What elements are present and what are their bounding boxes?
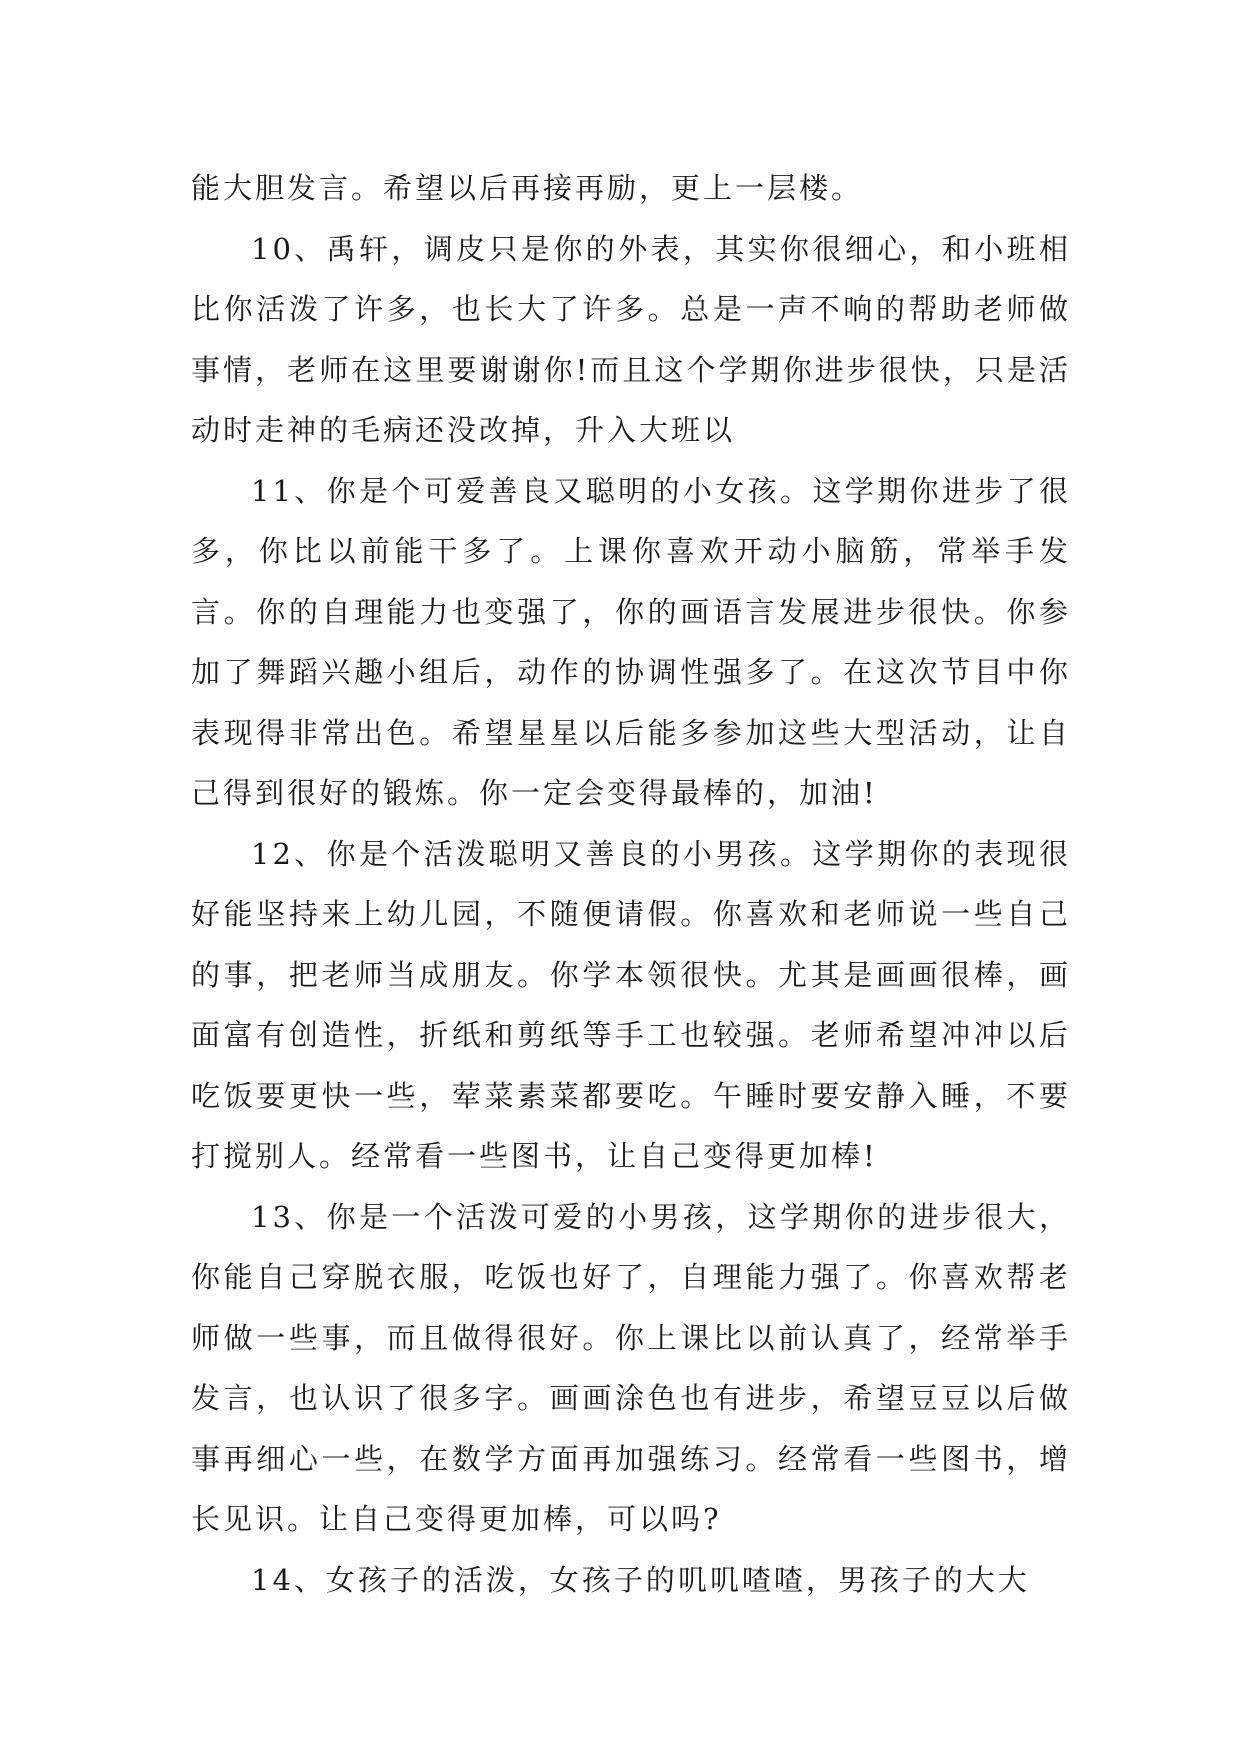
paragraph-11 — [191, 461, 1071, 824]
text-line: 棒，画面富有创造性，折纸和剪纸等手工也较强。老师希望 — [191, 957, 1071, 1052]
text-line: 老师做一些事，而且做得很好。你上课比以前认真了，经常 — [191, 1260, 1071, 1355]
text-line: 13、你是一个活泼可爱的小男孩，这学期你的进步很大， — [251, 1199, 1071, 1234]
text-line: 图书，增长见识。让自己变得更加棒，可以吗? — [191, 1441, 1071, 1536]
text-line: 能大胆发言。希望以后再接再励，更上一层楼。 — [191, 171, 864, 205]
document-body — [191, 158, 1071, 1610]
paragraph-10 — [191, 219, 1071, 461]
text-line: 很多，你比以前能干多了。上课你喜欢开动小脑筋，常举手 — [191, 473, 1071, 568]
paragraph-14 — [191, 1550, 1071, 1611]
paragraph-12 — [191, 824, 1071, 1187]
text-line: 12、你是个活泼聪明又善良的小男孩。这学期你的表现 — [251, 836, 1039, 871]
text-line: 举手发言，也认识了很多字。画画涂色也有进步，希望豆豆 — [191, 1320, 1071, 1415]
paragraph-13 — [191, 1187, 1071, 1550]
text-line: 你能自己穿脱衣服，吃饭也好了，自理能力强了。你喜欢帮 — [191, 1260, 1039, 1294]
text-line: 只是活动时走神的毛病还没改掉，升入大班以 — [191, 352, 1071, 447]
text-line: 动，让自己得到很好的锻炼。你一定会变得最棒的，加油! — [191, 715, 1071, 810]
text-line: 入睡，不要打搅别人。经常看一些图书，让自己变得更加棒! — [191, 1078, 1071, 1173]
text-line: 以后做事再细心一些，在数学方面再加强练习。经常看一些 — [191, 1381, 1071, 1476]
text-line: 你参加了舞蹈兴趣小组后，动作的协调性强多了。在这次节 — [191, 594, 1071, 689]
paragraph-continued — [191, 158, 1071, 219]
text-line: 师做事情，老师在这里要谢谢你!而且这个学期你进步很快， — [191, 292, 1071, 387]
text-line: 自己的事，把老师当成朋友。你学本领很快。尤其是画画很 — [191, 897, 1071, 992]
text-line: 14、女孩子的活泼，女孩子的叽叽喳喳，男孩子的大大 — [251, 1562, 1030, 1597]
text-line: 相比你活泼了许多，也长大了许多。总是一声不响的帮助老 — [191, 231, 1071, 326]
text-line: 11、你是个可爱善良又聪明的小女孩。这学期你进步了 — [251, 473, 1039, 508]
text-line: 很好能坚持来上幼儿园，不随便请假。你喜欢和老师说一些 — [191, 836, 1071, 931]
text-line: 发言。你的自理能力也变强了，你的画语言发展进步很快。 — [191, 534, 1071, 629]
text-line: 10、禹轩，调皮只是你的外表，其实你很细心，和小班 — [251, 231, 1039, 266]
text-line: 冲冲以后吃饭要更快一些，荤菜素菜都要吃。午睡时要安静 — [191, 1018, 1071, 1113]
text-line: 目中你表现得非常出色。希望星星以后能多参加这些大型活 — [191, 655, 1071, 750]
